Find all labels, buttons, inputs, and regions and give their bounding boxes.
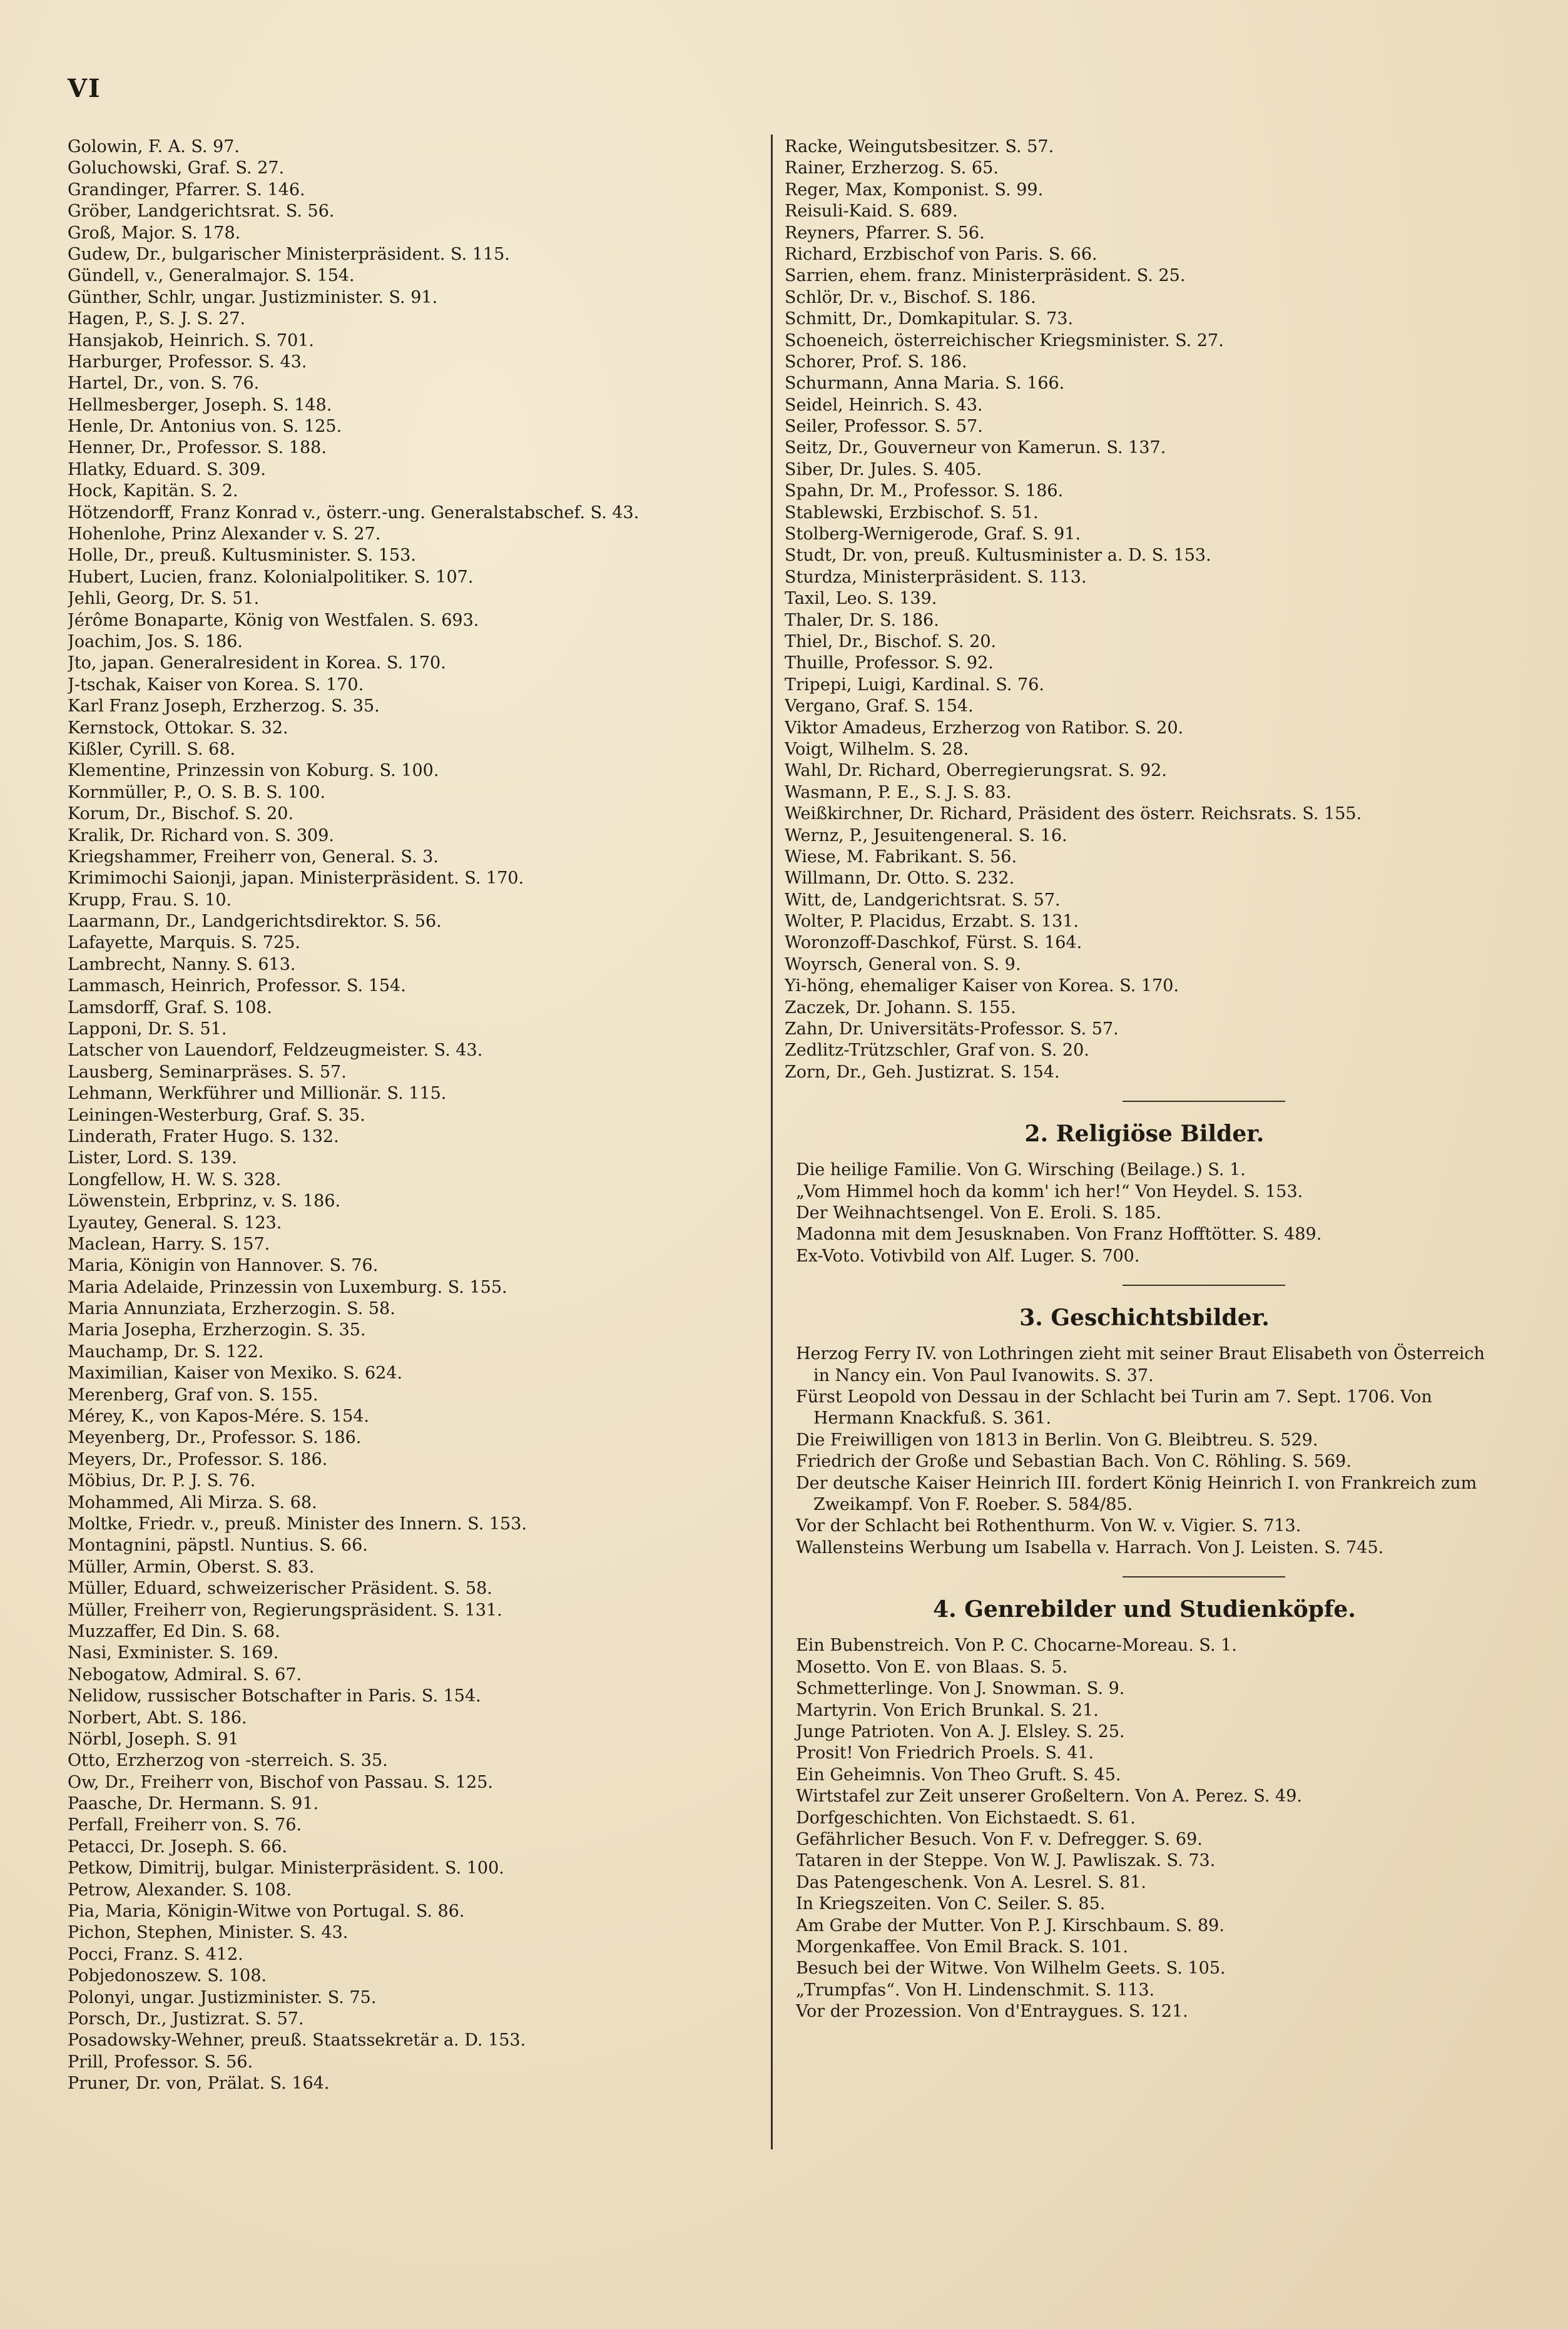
- index-entry: Otto, Erzherzog von -sterreich. S. 35.: [68, 1751, 388, 1771]
- section-entries: [796, 1635, 1485, 2022]
- index-entry: Posadowsky-Wehner, preuß. Staatssekretär a. D. 153.: [68, 2031, 526, 2051]
- index-entry: Gündell, v., Generalmajor. S. 154.: [68, 266, 355, 286]
- index-entry: Der Weihnachtsengel. Von E. Eroli. S. 185.: [796, 1203, 1162, 1223]
- index-entry: Lister, Lord. S. 139.: [68, 1148, 237, 1168]
- index-entry: Der deutsche Kaiser Heinrich III. fordert König Heinrich I. von Frankreich zum Zweikampf. Von F. Roeber. S. 584/85.: [796, 1473, 1477, 1515]
- index-entry: Woyrsch, General von. S. 9.: [785, 954, 1021, 974]
- index-entry: Viktor Amadeus, Erzherzog von Ratibor. S. 20.: [785, 718, 1184, 738]
- index-entry: Moltke, Friedr. v., preuß. Minister des Innern. S. 153.: [68, 1514, 527, 1534]
- index-entry: Lammasch, Heinrich, Professor. S. 154.: [68, 976, 406, 996]
- index-entry: Nebogatow, Admiral. S. 67.: [68, 1664, 302, 1684]
- index-entry: Meyenberg, Dr., Professor. S. 186.: [68, 1428, 362, 1448]
- index-entry: Yi-höng, ehemaliger Kaiser von Korea. S. 170.: [785, 976, 1179, 996]
- index-entry: Grandinger, Pfarrer. S. 146.: [68, 180, 305, 200]
- index-entry: Zaczek, Dr. Johann. S. 155.: [785, 997, 1016, 1017]
- index-entry: Linderath, Frater Hugo. S. 132.: [68, 1126, 339, 1146]
- index-entry: Löwenstein, Erbprinz, v. S. 186.: [68, 1191, 341, 1211]
- index-entry: Zedlitz-Trützschler, Graf von. S. 20.: [785, 1041, 1089, 1061]
- column-divider: [771, 135, 773, 2149]
- index-entry: Perfall, Freiherr von. S. 76.: [68, 1815, 302, 1835]
- index-entry: Müller, Armin, Oberst. S. 83.: [68, 1557, 315, 1577]
- index-entry: Schurmann, Anna Maria. S. 166.: [785, 374, 1065, 394]
- index-entry: Mohammed, Ali Mirza. S. 68.: [68, 1492, 317, 1512]
- index-entry: In Kriegszeiten. Von C. Seiler. S. 85.: [796, 1894, 1106, 1914]
- index-entry: Latscher von Lauendorf, Feldzeugmeister. S. 43.: [68, 1041, 483, 1061]
- index-entry: Schmitt, Dr., Domkapitular. S. 73.: [785, 309, 1074, 329]
- index-entry: Pobjedonoszew. S. 108.: [68, 1966, 267, 1986]
- index-entry: Jehli, Georg, Dr. S. 51.: [68, 589, 260, 609]
- index-entry: Weißkirchner, Dr. Richard, Präsident des österr. Reichsrats. S. 155.: [785, 804, 1362, 824]
- index-entry: Wiese, M. Fabrikant. S. 56.: [785, 847, 1017, 867]
- index-entry: Studt, Dr. von, preuß. Kultusminister a. D. S. 153.: [785, 546, 1211, 566]
- index-entry: Hartel, Dr., von. S. 76.: [68, 374, 260, 394]
- index-entry: Hellmesberger, Joseph. S. 148.: [68, 395, 332, 415]
- index-entry: Karl Franz Joseph, Erzherzog. S. 35.: [68, 696, 380, 716]
- index-entry: Morgenkaffee. Von Emil Brack. S. 101.: [796, 1937, 1128, 1957]
- index-entry: Maximilian, Kaiser von Mexiko. S. 624.: [68, 1363, 403, 1384]
- index-entry: Groß, Major. S. 178.: [68, 223, 241, 243]
- index-entry: Müller, Freiherr von, Regierungspräsident. S. 131.: [68, 1600, 502, 1620]
- index-entry: Prill, Professor. S. 56.: [68, 2052, 253, 2072]
- index-entry: Schorer, Prof. S. 186.: [785, 352, 967, 372]
- index-entry: Petacci, Dr. Joseph. S. 66.: [68, 1837, 288, 1857]
- index-entry: Nörbl, Joseph. S. 91: [68, 1729, 239, 1749]
- index-entry: Thaler, Dr. S. 186.: [785, 610, 939, 630]
- right-index-column: [785, 136, 1485, 2023]
- index-entry: Wallensteins Werbung um Isabella v. Harrach. Von J. Leisten. S. 745.: [796, 1537, 1384, 1557]
- index-entry: Pruner, Dr. von, Prälat. S. 164.: [68, 2074, 330, 2094]
- index-entry: Kralik, Dr. Richard von. S. 309.: [68, 825, 334, 845]
- index-entry: Dorfgeschichten. Von Eichstaedt. S. 61.: [796, 1808, 1136, 1828]
- index-entry: Martyrin. Von Erich Brunkal. S. 21.: [796, 1700, 1099, 1720]
- index-entry: Stablewski, Erzbischof. S. 51.: [785, 502, 1039, 522]
- index-entry: Henle, Dr. Antonius von. S. 125.: [68, 417, 342, 437]
- index-entry: Siber, Dr. Jules. S. 405.: [785, 459, 982, 479]
- index-entry: Norbert, Abt. S. 186.: [68, 1708, 247, 1728]
- index-entry: Laarmann, Dr., Landgerichtsdirektor. S. 56.: [68, 912, 442, 932]
- index-entry: Thiel, Dr., Bischof. S. 20.: [785, 631, 997, 651]
- index-entry: J-tschak, Kaiser von Korea. S. 170.: [68, 675, 364, 695]
- index-entry: Nelidow, russischer Botschafter in Paris. S. 154.: [68, 1686, 481, 1706]
- index-entry: Ein Bubenstreich. Von P. C. Chocarne-Moreau. S. 1.: [796, 1636, 1237, 1656]
- picture-sections: [785, 1101, 1485, 2022]
- index-entry: Die heilige Familie. Von G. Wirsching (Beilage.) S. 1.: [796, 1160, 1246, 1180]
- index-entry: Schoeneich, österreichischer Kriegsminister. S. 27.: [785, 330, 1224, 350]
- index-entry: Lapponi, Dr. S. 51.: [68, 1019, 227, 1039]
- index-entry: Mauchamp, Dr. S. 122.: [68, 1342, 264, 1362]
- index-entry: Zahn, Dr. Universitäts-Professor. S. 57.: [785, 1019, 1119, 1039]
- index-entry: Vergano, Graf. S. 154.: [785, 696, 974, 716]
- index-entry: Herzog Ferry IV. von Lothringen zieht mit seiner Braut Elisabeth von Österreich in Nancy ein. Von Paul Ivanowits. S. 37.: [796, 1344, 1485, 1385]
- left-index-column: [68, 136, 762, 2095]
- index-entry: Richard, Erzbischof von Paris. S. 66.: [785, 244, 1097, 264]
- index-entry: Mosetto. Von E. von Blaas. S. 5.: [796, 1657, 1068, 1677]
- index-entry: Seidel, Heinrich. S. 43.: [785, 395, 983, 415]
- index-entry: Pia, Maria, Königin-Witwe von Portugal. S. 86.: [68, 1902, 465, 1922]
- index-entry: Tataren in der Steppe. Von W. J. Pawliszak. S. 73.: [796, 1851, 1216, 1871]
- index-entry: Günther, Schlr, ungar. Justizminister. S. 91.: [68, 287, 438, 307]
- index-entry: Ow, Dr., Freiherr von, Bischof von Passau. S. 125.: [68, 1772, 494, 1792]
- index-entry: Willmann, Dr. Otto. S. 232.: [785, 869, 1015, 889]
- index-entry: Lambrecht, Nanny. S. 613.: [68, 954, 296, 974]
- index-entry: Müller, Eduard, schweizerischer Präsident. S. 58.: [68, 1579, 492, 1599]
- index-entry: Reyners, Pfarrer. S. 56.: [785, 223, 985, 243]
- index-entry: Zorn, Dr., Geh. Justizrat. S. 154.: [785, 1062, 1060, 1082]
- index-entry: Muzzaffer, Ed Din. S. 68.: [68, 1621, 280, 1641]
- page-number: VI: [68, 74, 101, 103]
- section-separator: [1123, 1101, 1285, 1102]
- index-entry: Maria, Königin von Hannover. S. 76.: [68, 1256, 379, 1276]
- index-entry: Hubert, Lucien, franz. Kolonialpolitiker. S. 107.: [68, 567, 474, 587]
- index-entry: Petrow, Alexander. S. 108.: [68, 1880, 292, 1900]
- index-entry: Lyautey, General. S. 123.: [68, 1213, 282, 1233]
- index-entry: Nasi, Exminister. S. 169.: [68, 1643, 279, 1663]
- index-entry: Goluchowski, Graf. S. 27.: [68, 158, 285, 178]
- right-name-list: [785, 136, 1485, 1083]
- index-entry: Maria Adelaide, Prinzessin von Luxemburg. S. 155.: [68, 1277, 507, 1297]
- index-entry: Schmetterlinge. Von J. Snowman. S. 9.: [796, 1679, 1125, 1699]
- section-title: 4. Genrebilder und Studienköpfe.: [933, 1596, 1356, 1623]
- index-entry: Longfellow, H. W. S. 328.: [68, 1170, 282, 1190]
- index-entry: Pichon, Stephen, Minister. S. 43.: [68, 1923, 349, 1943]
- index-entry: Friedrich der Große und Sebastian Bach. Von C. Röhling. S. 569.: [796, 1452, 1352, 1472]
- index-entry: Lafayette, Marquis. S. 725.: [68, 933, 300, 953]
- index-entry: Maria Annunziata, Erzherzogin. S. 58.: [68, 1299, 395, 1319]
- index-entry: Kernstock, Ottokar. S. 32.: [68, 718, 288, 738]
- index-entry: Taxil, Leo. S. 139.: [785, 589, 937, 609]
- index-entry: Jto, japan. Generalresident in Korea. S. 170.: [68, 653, 446, 673]
- index-entry: Gefährlicher Besuch. Von F. v. Defregger. S. 69.: [796, 1829, 1203, 1849]
- index-entry: Kriegshammer, Freiherr von, General. S. 3.: [68, 847, 439, 867]
- index-entry: Das Patengeschenk. Von A. Lesrel. S. 81.: [796, 1872, 1146, 1892]
- index-entry: Jérôme Bonaparte, König von Westfalen. S. 693.: [68, 610, 479, 630]
- index-entry: Sarrien, ehem. franz. Ministerpräsident. S. 25.: [785, 266, 1186, 286]
- index-entry: Am Grabe der Mutter. Von P. J. Kirschbaum. S. 89.: [796, 1915, 1224, 1935]
- index-entry: Mérey, K., von Kapos-Mére. S. 154.: [68, 1407, 370, 1427]
- index-entry: Porsch, Dr., Justizrat. S. 57.: [68, 2009, 304, 2029]
- index-entry: Rainer, Erzherzog. S. 65.: [785, 158, 999, 178]
- section-title: 3. Geschichtsbilder.: [1019, 1305, 1270, 1332]
- index-entry: Hagen, P., S. J. S. 27.: [68, 309, 246, 329]
- index-entry: Krimimochi Saionji, japan. Ministerpräsident. S. 170.: [68, 869, 524, 889]
- index-entry: Thuille, Professor. S. 92.: [785, 653, 994, 673]
- index-entry: Junge Patrioten. Von A. J. Elsley. S. 25.: [796, 1721, 1125, 1741]
- index-entry: Merenberg, Graf von. S. 155.: [68, 1385, 318, 1405]
- index-entry: Krupp, Frau. S. 10.: [68, 890, 232, 910]
- index-entry: Wasmann, P. E., S. J. S. 83.: [785, 782, 1012, 802]
- index-entry: Seiler, Professor. S. 57.: [785, 417, 983, 437]
- index-entry: Holle, Dr., preuß. Kultusminister. S. 153.: [68, 546, 416, 566]
- index-entry: Meyers, Dr., Professor. S. 186.: [68, 1449, 328, 1469]
- index-entry: Petkow, Dimitrij, bulgar. Ministerpräsident. S. 100.: [68, 1858, 504, 1878]
- section-entries: [796, 1343, 1485, 1559]
- index-entry: Kornmüller, P., O. S. B. S. 100.: [68, 782, 326, 802]
- index-entry: Ein Geheimnis. Von Theo Gruft. S. 45.: [796, 1765, 1121, 1785]
- index-entry: Klementine, Prinzessin von Koburg. S. 100.: [68, 761, 439, 781]
- index-entry: Spahn, Dr. M., Professor. S. 186.: [785, 481, 1064, 501]
- index-entry: Vor der Schlacht bei Rothenthurm. Von W. v. Vigier. S. 713.: [796, 1516, 1301, 1536]
- index-entry: Besuch bei der Witwe. Von Wilhelm Geets. S. 105.: [796, 1959, 1226, 1979]
- index-entry: Gröber, Landgerichtsrat. S. 56.: [68, 201, 335, 222]
- section-separator: [1123, 1576, 1285, 1577]
- index-entry: Hlatky, Eduard. S. 309.: [68, 459, 266, 479]
- index-entry: Polonyi, ungar. Justizminister. S. 75.: [68, 1987, 377, 2007]
- index-entry: Hohenlohe, Prinz Alexander v. S. 27.: [68, 524, 381, 544]
- index-entry: Seitz, Dr., Gouverneur von Kamerun. S. 137.: [785, 438, 1166, 458]
- index-entry: Reger, Max, Komponist. S. 99.: [785, 180, 1044, 200]
- index-entry: Voigt, Wilhelm. S. 28.: [785, 739, 969, 759]
- index-entry: Prosit! Von Friedrich Proels. S. 41.: [796, 1743, 1094, 1763]
- index-entry: Möbius, Dr. P. J. S. 76.: [68, 1471, 256, 1491]
- index-entry: Racke, Weingutsbesitzer. S. 57.: [785, 137, 1054, 156]
- index-entry: Hötzendorff, Franz Konrad v., österr.-ung. Generalstabschef. S. 43.: [68, 502, 639, 522]
- index-entry: Leiningen-Westerburg, Graf. S. 35.: [68, 1105, 365, 1125]
- index-entry: Henner, Dr., Professor. S. 188.: [68, 438, 327, 458]
- index-entry: Wernz, P., Jesuitengeneral. S. 16.: [785, 825, 1067, 845]
- index-entry: Lehmann, Werkführer und Millionär. S. 115.: [68, 1084, 447, 1104]
- index-entry: Schlör, Dr. v., Bischof. S. 186.: [785, 287, 1036, 307]
- index-entry: Wirtstafel zur Zeit unserer Großeltern. Von A. Perez. S. 49.: [796, 1786, 1302, 1807]
- index-entry: Stolberg-Wernigerode, Graf. S. 91.: [785, 524, 1081, 544]
- index-entry: Korum, Dr., Bischof. S. 20.: [68, 804, 294, 824]
- index-entry: „Trumpfas“. Von H. Lindenschmit. S. 113.: [796, 1980, 1155, 2000]
- index-entry: Madonna mit dem Jesusknaben. Von Franz Hofftötter. S. 489.: [796, 1225, 1322, 1245]
- section-separator: [1123, 1285, 1285, 1286]
- index-entry: Die Freiwilligen von 1813 in Berlin. Von G. Bleibtreu. S. 529.: [796, 1430, 1318, 1450]
- index-entry: Reisuli-Kaid. S. 689.: [785, 201, 958, 222]
- index-entry: Kißler, Cyrill. S. 68.: [68, 739, 236, 759]
- section-entries: [796, 1159, 1485, 1267]
- index-entry: Golowin, F. A. S. 97.: [68, 137, 240, 156]
- index-entry: Wolter, P. Placidus, Erzabt. S. 131.: [785, 912, 1079, 932]
- section-title: 2. Religiöse Bilder.: [1024, 1121, 1265, 1148]
- index-entry: Vor der Prozession. Von d'Entraygues. S. 121.: [796, 2002, 1188, 2022]
- index-entry: Maria Josepha, Erzherzogin. S. 35.: [68, 1320, 366, 1340]
- index-entry: Maclean, Harry. S. 157.: [68, 1234, 270, 1254]
- index-entry: Joachim, Jos. S. 186.: [68, 631, 243, 651]
- index-entry: Woronzoff-Daschkof, Fürst. S. 164.: [785, 933, 1082, 953]
- index-entry: Hansjakob, Heinrich. S. 701.: [68, 330, 315, 350]
- index-entry: Hock, Kapitän. S. 2.: [68, 481, 238, 501]
- index-entry: Pocci, Franz. S. 412.: [68, 1944, 243, 1964]
- index-entry: Lausberg, Seminarpräses. S. 57.: [68, 1062, 347, 1082]
- index-entry: „Vom Himmel hoch da komm' ich her!“ Von Heydel. S. 153.: [796, 1181, 1303, 1201]
- index-entry: Montagnini, päpstl. Nuntius. S. 66.: [68, 1536, 368, 1556]
- index-entry: Tripepi, Luigi, Kardinal. S. 76.: [785, 675, 1044, 695]
- index-entry: Gudew, Dr., bulgarischer Ministerpräsident. S. 115.: [68, 244, 510, 264]
- index-entry: Paasche, Dr. Hermann. S. 91.: [68, 1794, 319, 1814]
- index-entry: Witt, de, Landgerichtsrat. S. 57.: [785, 890, 1061, 910]
- index-entry: Ex-Voto. Votivbild von Alf. Luger. S. 700.: [796, 1246, 1140, 1266]
- index-entry: Fürst Leopold von Dessau in der Schlacht bei Turin am 7. Sept. 1706. Von Hermann Knackfuß. S. 361.: [796, 1387, 1432, 1429]
- index-entry: Harburger, Professor. S. 43.: [68, 352, 307, 372]
- index-entry: Sturdza, Ministerpräsident. S. 113.: [785, 567, 1087, 587]
- index-entry: Wahl, Dr. Richard, Oberregierungsrat. S. 92.: [785, 761, 1167, 781]
- index-entry: Lamsdorff, Graf. S. 108.: [68, 997, 272, 1017]
